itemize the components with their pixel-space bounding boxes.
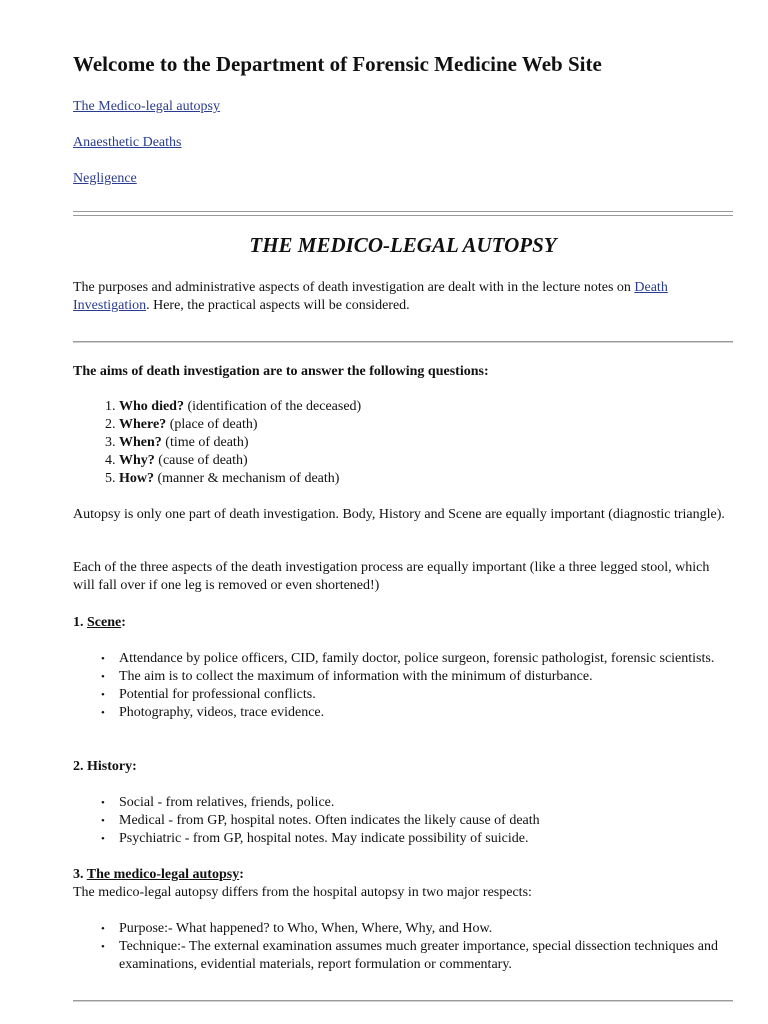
aim-question: When? [119, 435, 162, 450]
nav-link-anaesthetic-deaths[interactable]: Anaesthetic Deaths [73, 135, 182, 150]
list-item: • Attendance by police officers, CID, family doctor, police surgeon, forensic pathologist, forensic scientists. [119, 650, 733, 668]
list-item: • The aim is to collect the maximum of information with the minimum of disturbance. [119, 668, 733, 686]
list-item: • Purpose:- What happened? to Who, When, Where, Why, and How. [119, 920, 733, 938]
section-colon: : [239, 867, 244, 882]
list-item: • Potential for professional conflicts. [119, 686, 733, 704]
section-label: The medico-legal autopsy [86, 867, 240, 882]
article-heading: THE MEDICO-LEGAL AUTOPSY [249, 233, 557, 257]
autopsy-paragraph: Autopsy is only one part of death investigation. Body, History and Scene are equally important (diagnostic triangle). [73, 507, 725, 522]
section-label: Scene [87, 615, 122, 630]
page-title: Welcome to the Department of Forensic Medicine Web Site [73, 52, 602, 76]
list-item [119, 398, 361, 416]
list-item [119, 470, 361, 488]
list-item [119, 416, 361, 434]
divider [73, 1000, 733, 1002]
aims-heading: The aims of death investigation are to answer the following questions: [73, 364, 489, 379]
intro-paragraph [73, 279, 733, 315]
scene-heading [73, 614, 126, 632]
autopsy-intro: The medico-legal autopsy differs from the hospital autopsy in two major respects: [73, 885, 532, 900]
aims-list [73, 398, 361, 488]
list-item: • Social - from relatives, friends, police. [119, 794, 733, 812]
aim-question: Where? [119, 417, 167, 432]
aim-description: (cause of death) [154, 453, 248, 468]
list-item: • Psychiatric - from GP, hospital notes. May indicate possibility of suicide. [119, 830, 733, 848]
aim-question: How? [119, 471, 154, 486]
aim-description: (identification of the deceased) [183, 399, 362, 414]
history-heading: 2. History: [73, 759, 137, 774]
autopsy-list [73, 920, 733, 974]
death-investigation-link[interactable]: Death Investigation [73, 280, 668, 313]
aspects-paragraph: Each of the three aspects of the death investigation process are equally important (like a three legged stool, which will fall over if one leg is removed or even shortened!) [73, 560, 710, 593]
list-item: • Photography, videos, trace evidence. [119, 704, 733, 722]
aim-question: Who died? [119, 399, 184, 414]
intro-text: The purposes and administrative aspects of death investigation are dealt with in the lecture notes on [73, 280, 635, 295]
divider [73, 211, 733, 216]
section-number: 3. [73, 867, 87, 882]
list-item: • Medical - from GP, hospital notes. Often indicates the likely cause of death [119, 812, 733, 830]
divider [73, 341, 733, 343]
aim-description: (time of death) [161, 435, 249, 450]
aim-description: (manner & mechanism of death) [154, 471, 340, 486]
list-item [119, 452, 361, 470]
aim-description: (place of death) [166, 417, 258, 432]
section-colon: : [121, 615, 126, 630]
aim-question: Why? [119, 453, 155, 468]
autopsy-heading [73, 866, 244, 884]
list-item [119, 434, 361, 452]
scene-list [73, 650, 733, 722]
intro-text-end: . Here, the practical aspects will be considered. [146, 298, 410, 313]
nav-link-negligence[interactable]: Negligence [73, 171, 137, 186]
nav-link-medico-legal-autopsy[interactable]: The Medico-legal autopsy [73, 99, 220, 114]
list-item: • Technique:- The external examination assumes much greater importance, special dissection techniques and examinations, evidential materials, report formulation or commentary. [119, 938, 733, 974]
section-number: 1. [73, 615, 87, 630]
history-list [73, 794, 733, 848]
